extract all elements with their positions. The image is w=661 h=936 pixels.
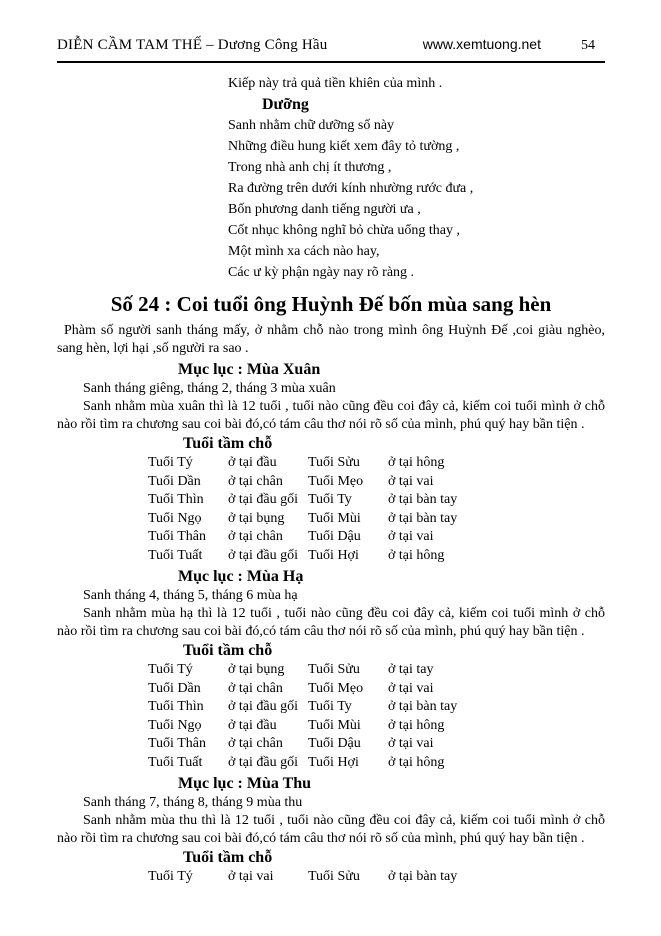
poem-lead-line: Kiếp này trả quả tiền khiên của mình . (228, 76, 443, 91)
poem-line: Cốt nhục không nghĩ bỏ chừa uổng thay , (228, 223, 460, 238)
duong-poem (228, 73, 605, 283)
season-months-line: Sanh tháng giêng, tháng 2, tháng 3 mùa xuân (83, 381, 336, 396)
poem-line: Trong nhà anh chị ít thương , (228, 160, 392, 175)
season-months-line: Sanh tháng 4, tháng 5, tháng 6 mùa hạ (83, 588, 298, 603)
table-row (148, 680, 605, 699)
poem-line: Những điều hung kiết xem đây tỏ tường , (228, 139, 460, 154)
zodiac-age: Tuổi Thìn (148, 492, 204, 507)
zodiac-location: ở tại hông (388, 717, 445, 733)
zodiac-location: ở tại đầu gối (228, 754, 298, 770)
zodiac-table-spring (148, 454, 605, 565)
page-header (57, 36, 605, 63)
zodiac-location: ở tại vai (388, 529, 434, 544)
zodiac-location: ở tại vai (388, 680, 434, 696)
table-row (148, 473, 605, 492)
zodiac-age: Tuổi Dần (148, 473, 201, 489)
zodiac-age: Tuổi Ngọ (148, 510, 202, 526)
zodiac-location: ở tại bụng (228, 662, 285, 677)
zodiac-table-summer (148, 661, 605, 772)
zodiac-location: ở tại hông (388, 547, 445, 563)
zodiac-location: ở tại bàn tay (388, 869, 458, 884)
table-row (148, 547, 605, 566)
zodiac-age: Tuổi Thìn (148, 699, 204, 714)
zodiac-age: Tuổi Tý (148, 455, 193, 470)
zodiac-age: Tuổi Sửu (308, 662, 360, 677)
zodiac-location: ở tại đầu gối (228, 492, 298, 507)
zodiac-age: Tuổi Ty (308, 492, 352, 507)
table-row (148, 698, 605, 717)
zodiac-age: Tuổi Mẹo (308, 473, 364, 489)
zodiac-table-title: Tuổi tầm chỗ (183, 642, 273, 659)
table-row (148, 528, 605, 547)
poem-title: Dưỡng (262, 96, 309, 113)
zodiac-age: Tuổi Sửu (308, 455, 360, 470)
book-title: DIỄN CẦM TAM THẾ – Dương Công Hầu (57, 37, 328, 53)
zodiac-age: Tuổi Thân (148, 736, 206, 751)
table-row (148, 717, 605, 736)
zodiac-location: ở tại bàn tay (388, 492, 458, 507)
zodiac-location: ở tại vai (388, 473, 434, 489)
zodiac-location: ở tại đầu (228, 717, 277, 733)
zodiac-location: ở tại hông (388, 455, 445, 470)
season-guide-paragraph: Sanh nhằm mùa xuân thì là 12 tuổi , tuổi nào cũng đều coi đây cả, kiếm coi tuổi mình ở chỗ nào rồi tìm ra chương sau coi bài đó,có tám câu thơ nói rõ số của mình, phú quý hay bần tiện . (57, 399, 605, 432)
table-row (148, 754, 605, 773)
table-row (148, 735, 605, 754)
website-url: www.xemtuong.net (422, 36, 541, 52)
table-row (148, 661, 605, 680)
zodiac-location: ở tại đầu gối (228, 699, 298, 714)
season-menu-heading: Mục lục : Mùa Xuân (178, 361, 321, 378)
zodiac-location: ở tại vai (228, 869, 274, 884)
zodiac-age: Tuổi Hợi (308, 754, 359, 770)
zodiac-age: Tuổi Ty (308, 699, 352, 714)
zodiac-location: ở tại chân (228, 473, 283, 489)
poem-line: Sanh nhằm chữ dưỡng số này (228, 118, 395, 133)
zodiac-location: ở tại chân (228, 529, 283, 544)
zodiac-age: Tuổi Dần (148, 680, 201, 696)
zodiac-age: Tuổi Dậu (308, 529, 361, 544)
season-menu-heading: Mục lục : Mùa Thu (178, 775, 312, 792)
zodiac-location: ở tại vai (388, 736, 434, 751)
poem-line: Các ư kỳ phận ngày nay rõ ràng . (228, 265, 415, 280)
zodiac-age: Tuổi Mùi (308, 717, 361, 733)
zodiac-location: ở tại đầu (228, 455, 277, 470)
zodiac-location: ở tại bàn tay (388, 510, 458, 526)
zodiac-age: Tuổi Tý (148, 662, 193, 677)
poem-line: Bốn phương danh tiếng người ưa , (228, 202, 421, 217)
poem-line: Ra đường trên dưới kính nhường rước đưa , (228, 181, 474, 196)
zodiac-age: Tuổi Tuất (148, 547, 203, 563)
zodiac-age: Tuổi Tuất (148, 754, 203, 770)
zodiac-age: Tuổi Hợi (308, 547, 359, 563)
table-row (148, 491, 605, 510)
section-title: Số 24 : Coi tuổi ông Huỳnh Đế bốn mùa sang hèn (110, 292, 552, 316)
zodiac-age: Tuổi Ngọ (148, 717, 202, 733)
zodiac-table-autumn (148, 868, 605, 887)
zodiac-location: ở tại tay (388, 662, 434, 677)
zodiac-age: Tuổi Mùi (308, 510, 361, 526)
zodiac-location: ở tại bàn tay (388, 699, 458, 714)
zodiac-location: ở tại chân (228, 680, 283, 696)
zodiac-age: Tuổi Mẹo (308, 680, 364, 696)
table-row (148, 454, 605, 473)
table-row (148, 510, 605, 529)
poem-line: Một mình xa cách nào hay, (228, 244, 380, 259)
season-guide-paragraph: Sanh nhằm mùa hạ thì là 12 tuổi , tuổi nào cũng đều coi đây cả, kiếm coi tuổi mình ở chỗ nào rồi tìm ra chương sau coi bài đó,có tám câu thơ nói rõ số của mình, phú quý hay bần tiện . (57, 606, 605, 639)
section-intro-paragraph: Phàm số người sanh tháng mấy, ở nhằm chỗ nào trong mình ông Huỳnh Đế ,coi giàu nghèo, sang hèn, lợi hại ,số người ra sao . (57, 323, 605, 356)
season-spring (57, 360, 605, 565)
season-autumn (57, 774, 605, 887)
zodiac-age: Tuổi Dậu (308, 736, 361, 751)
table-row (148, 868, 605, 887)
zodiac-location: ở tại chân (228, 736, 283, 751)
zodiac-age: Tuổi Sửu (308, 869, 360, 884)
zodiac-location: ở tại bụng (228, 510, 285, 526)
zodiac-location: ở tại hông (388, 754, 445, 770)
zodiac-table-title: Tuổi tầm chỗ (183, 849, 273, 866)
season-summer (57, 567, 605, 772)
season-menu-heading: Mục lục : Mùa Hạ (178, 568, 304, 585)
zodiac-age: Tuổi Thân (148, 529, 206, 544)
zodiac-location: ở tại đầu gối (228, 547, 298, 563)
zodiac-table-title: Tuổi tầm chỗ (183, 435, 273, 452)
page-number: 54 (581, 38, 595, 53)
season-months-line: Sanh tháng 7, tháng 8, tháng 9 mùa thu (83, 795, 303, 810)
zodiac-age: Tuổi Tý (148, 869, 193, 884)
season-guide-paragraph: Sanh nhằm mùa thu thì là 12 tuổi , tuổi nào cũng đều coi đây cả, kiếm coi tuổi mình ở chỗ nào rồi tìm ra chương sau coi bài đó,có tám câu thơ nói rõ số của mình, phú quý hay bần tiện . (57, 813, 605, 846)
